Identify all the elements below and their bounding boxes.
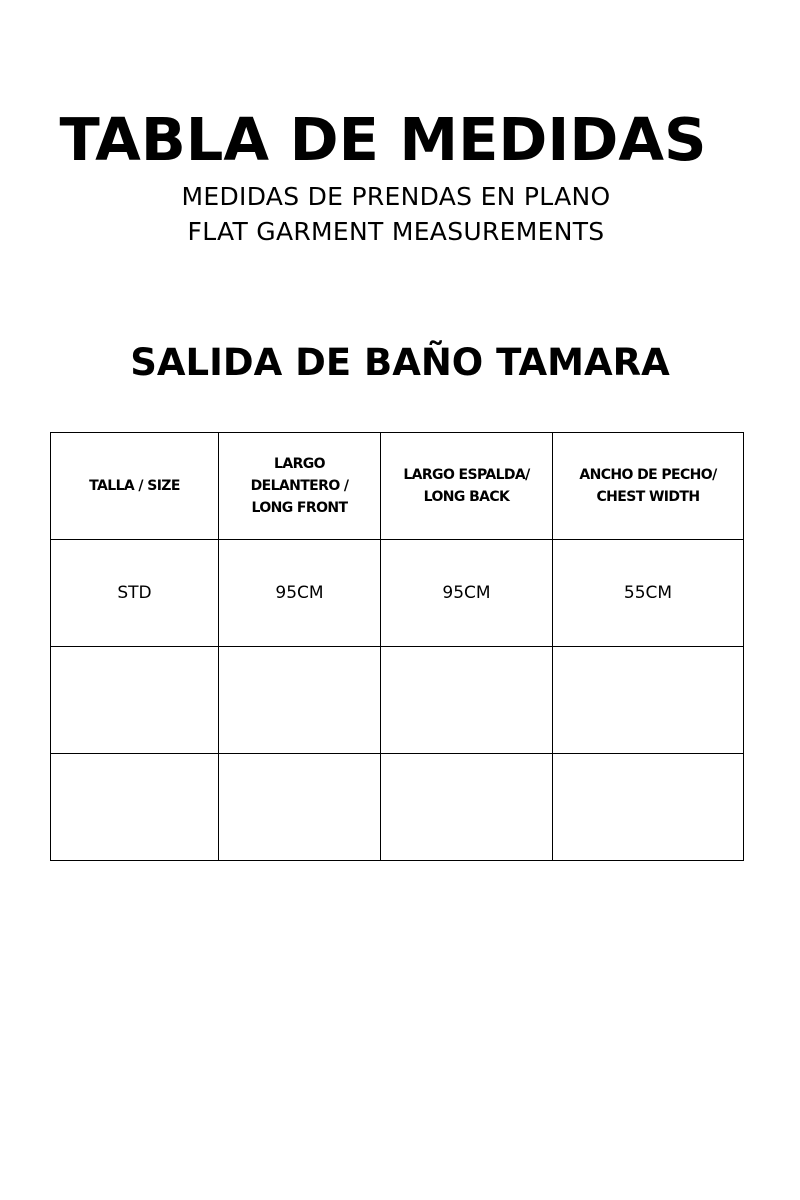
table-cell <box>219 647 381 754</box>
table-cell <box>51 754 219 861</box>
subtitle-english: FLAT GARMENT MEASUREMENTS <box>187 217 605 246</box>
table-cell: STD <box>51 540 219 647</box>
table-cell: 55CM <box>553 540 744 647</box>
header-line: LONG FRONT <box>251 500 348 516</box>
subtitle-spanish: MEDIDAS DE PRENDAS EN PLANO <box>181 182 611 211</box>
table-cell <box>51 647 219 754</box>
header-line: LONG BACK <box>423 489 510 505</box>
page-title: TABLA DE MEDIDAS <box>59 105 707 174</box>
table-row <box>51 647 744 754</box>
header-line: TALLA / SIZE <box>89 478 180 494</box>
header-long-back <box>381 433 553 540</box>
table-row <box>51 540 744 647</box>
table-header-row <box>51 433 744 540</box>
table-cell: 95CM <box>381 540 553 647</box>
header-line: DELANTERO / <box>250 478 349 494</box>
table-row <box>51 754 744 861</box>
header-line: CHEST WIDTH <box>596 489 700 505</box>
header-size <box>51 433 219 540</box>
table-cell <box>381 647 553 754</box>
header-chest-width <box>553 433 744 540</box>
header-line: LARGO <box>274 456 325 472</box>
table-cell <box>219 754 381 861</box>
size-table <box>50 432 744 861</box>
table-cell: 95CM <box>219 540 381 647</box>
product-title: SALIDA DE BAÑO TAMARA <box>130 341 670 384</box>
table-cell <box>553 647 744 754</box>
header-line: ANCHO DE PECHO/ <box>579 467 717 483</box>
header-line: LARGO ESPALDA/ <box>403 467 530 483</box>
header-long-front <box>219 433 381 540</box>
table-cell <box>381 754 553 861</box>
table-cell <box>553 754 744 861</box>
